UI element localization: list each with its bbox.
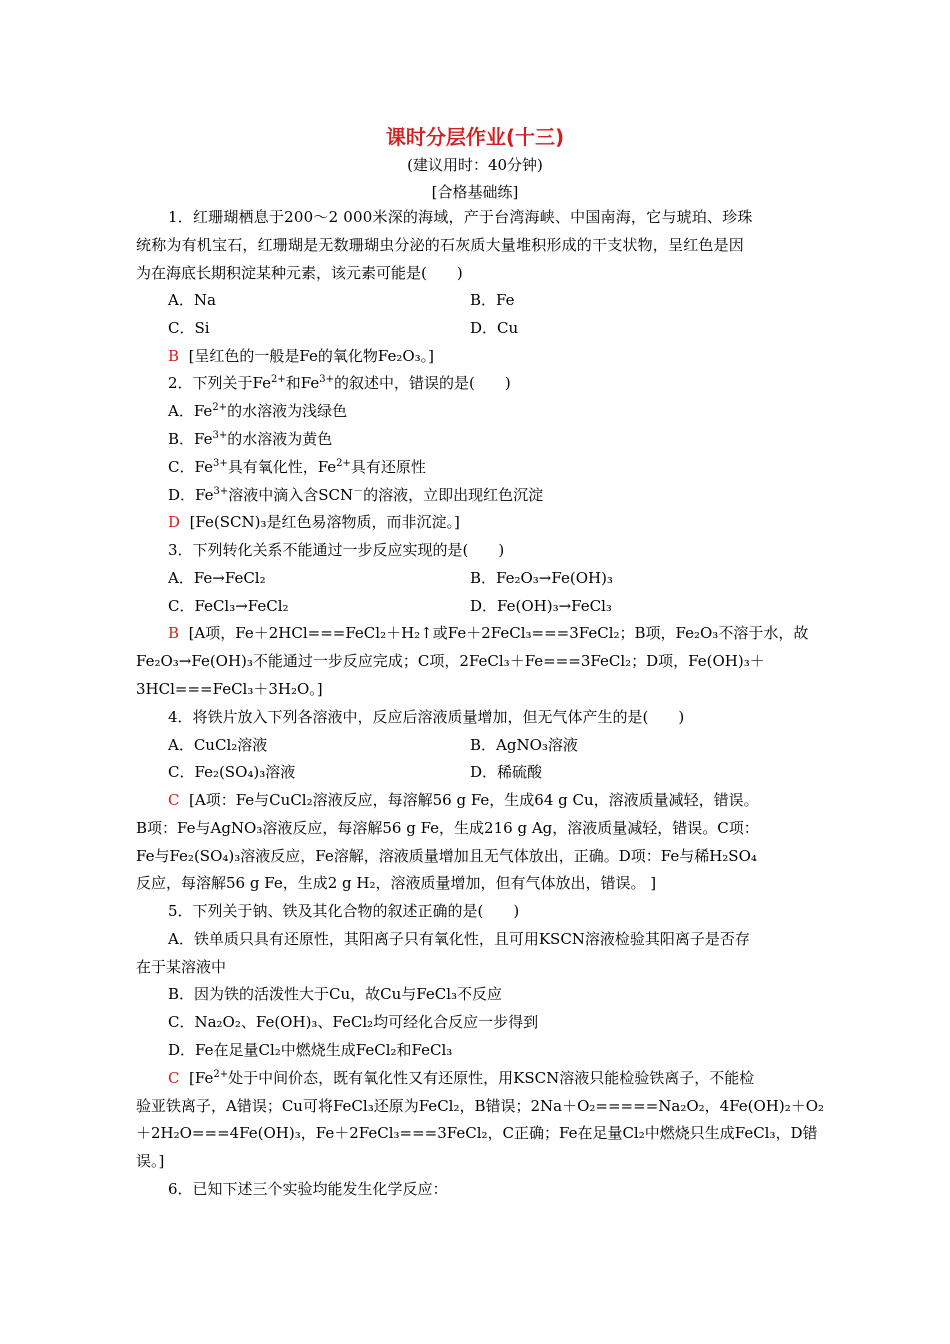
q3-explanation-2: Fe₂O₃→Fe(OH)₃不能通过一步反应完成；C项，2FeCl₃＋Fe===3FeCl₂；D项，Fe(OH)₃＋ [136,652,765,670]
q4-option-a: A．CuCl₂溶液 [168,736,268,754]
q3-explanation-3: 3HCl===FeCl₃＋3H₂O。] [136,680,323,698]
q3-option-a: A．Fe→FeCl₂ [168,569,266,587]
q1-answer-line [168,346,434,366]
q2-option-b: B．$Fe^{3+}$的水溶液为黄色 [168,430,333,448]
q2-option-c: C．$Fe^{3+}$具有氧化性，$Fe^{2+}$具有还原性 [168,458,426,476]
q1-stem-line-3: 为在海底长期积淀某种元素，该元素可能是( ) [136,264,463,282]
q4-explanation-3: Fe与Fe₂(SO₄)₃溶液反应，Fe溶解，溶液质量增加且无气体放出，正确。D项：Fe与稀H₂SO₄ [136,847,757,865]
q2-option-d: D．$Fe^{3+}$溶液中滴入含SCN－的溶液，立即出现红色沉淀 [168,486,544,504]
q1-stem-line-1: 1．红珊瑚栖息于200～2 000米深的海域，产于台湾海峡、中国南海，它与琥珀、珍珠 [168,208,753,226]
q4-option-b: B．AgNO₃溶液 [470,736,578,754]
q4-option-c: C．Fe₂(SO₄)₃溶液 [168,763,296,781]
q1-stem-line-2: 统称为有机宝石，红珊瑚是无数珊瑚虫分泌的石灰质大量堆积形成的干支状物，呈红色是因 [136,236,745,254]
q3-option-d: D．Fe(OH)₃→FeCl₃ [470,597,612,615]
q1-option-b: B．Fe [470,291,515,309]
page-title: 课时分层作业(十三) [385,125,565,149]
q4-explanation-2: B项：Fe与AgNO₃溶液反应，每溶解56 g Fe，生成216 g Ag，溶液质量减轻，错误。C项： [136,819,759,837]
q3-answer: B [168,624,180,642]
q5-stem: 5．下列关于钠、铁及其化合物的叙述正确的是( ) [168,902,520,920]
q2-answer: D [168,513,181,531]
q4-explanation-1: [A项：Fe与CuCl₂溶液反应，每溶解56 g Fe，生成64 g Cu，溶液质量减轻，错误。 [189,791,759,809]
section-heading: [合格基础练] [431,183,519,201]
q3-option-b: B．Fe₂O₃→Fe(OH)₃ [470,569,613,587]
q4-answer-line [168,790,759,810]
q5-explanation-2: 验亚铁离子，A错误；Cu可将FeCl₃还原为FeCl₂，B错误；2Na＋O₂=====Na₂O₂，4Fe(OH)₂＋O₂ [136,1097,825,1115]
q1-answer: B [168,347,180,365]
q2-stem: 2．下列关于$Fe^{2+}$和$Fe^{3+}$的叙述中，错误的是( ) [168,374,511,392]
q5-option-a-line-2: 在于某溶液中 [136,958,227,976]
q2-explanation: [Fe(SCN)₃是红色易溶物质，而非沉淀。] [189,513,460,531]
q3-explanation-1: [A项，Fe＋2HCl===FeCl₂＋H₂↑或Fe＋2FeCl₃===3FeCl₂；B项，Fe₂O₃不溶于水，故 [188,624,809,642]
q5-option-d: D．Fe在足量Cl₂中燃烧生成FeCl₂和FeCl₃ [168,1041,453,1059]
q5-option-c: C．Na₂O₂、Fe(OH)₃、FeCl₂均可经化合反应一步得到 [168,1013,539,1031]
q6-stem: 6．已知下述三个实验均能发生化学反应： [168,1180,448,1198]
q5-explanation-4: 误。] [136,1152,165,1170]
q1-option-a: A．Na [168,291,216,309]
q5-answer-line: C [$Fe^{2+}$处于中间价态，既有氧化性又有还原性，用KSCN溶液只能检验铁离子，不能检 [168,1069,755,1087]
q4-explanation-4: 反应，每溶解56 g Fe，生成2 g H₂，溶液质量增加，但有气体放出，错误。 ] [136,874,657,892]
q5-option-a-line-1: A．铁单质只具有还原性，其阳离子只有氧化性，且可用KSCN溶液检验其阳离子是否存 [168,930,750,948]
q5-answer: C [168,1069,180,1087]
q1-explanation: [呈红色的一般是Fe的氧化物Fe₂O₃。] [188,347,435,365]
q1-option-d: D．Cu [470,319,519,337]
q5-explanation-3: ＋2H₂O===4Fe(OH)₃，Fe＋2FeCl₃===3FeCl₂，C正确；Fe在足量Cl₂中燃烧只生成FeCl₃，D错 [136,1124,818,1142]
q4-option-d: D．稀硫酸 [470,763,543,781]
q2-answer-line [168,512,460,532]
q5-option-b: B．因为铁的活泼性大于Cu，故Cu与FeCl₃不反应 [168,985,503,1003]
q1-option-c: C．Si [168,319,210,337]
suggested-time: (建议用时：40分钟) [407,156,543,174]
q2-option-a: A．$Fe^{2+}$的水溶液为浅绿色 [168,402,348,420]
q3-option-c: C．FeCl₃→FeCl₂ [168,597,289,615]
q3-answer-line [168,623,808,643]
q3-stem: 3．下列转化关系不能通过一步反应实现的是( ) [168,541,505,559]
q4-answer: C [168,791,180,809]
q4-stem: 4．将铁片放入下列各溶液中，反应后溶液质量增加，但无气体产生的是( ) [168,708,685,726]
q5-explanation-1: 处于中间价态，既有氧化性又有还原性，用KSCN溶液只能检验铁离子，不能检 [228,1069,755,1087]
